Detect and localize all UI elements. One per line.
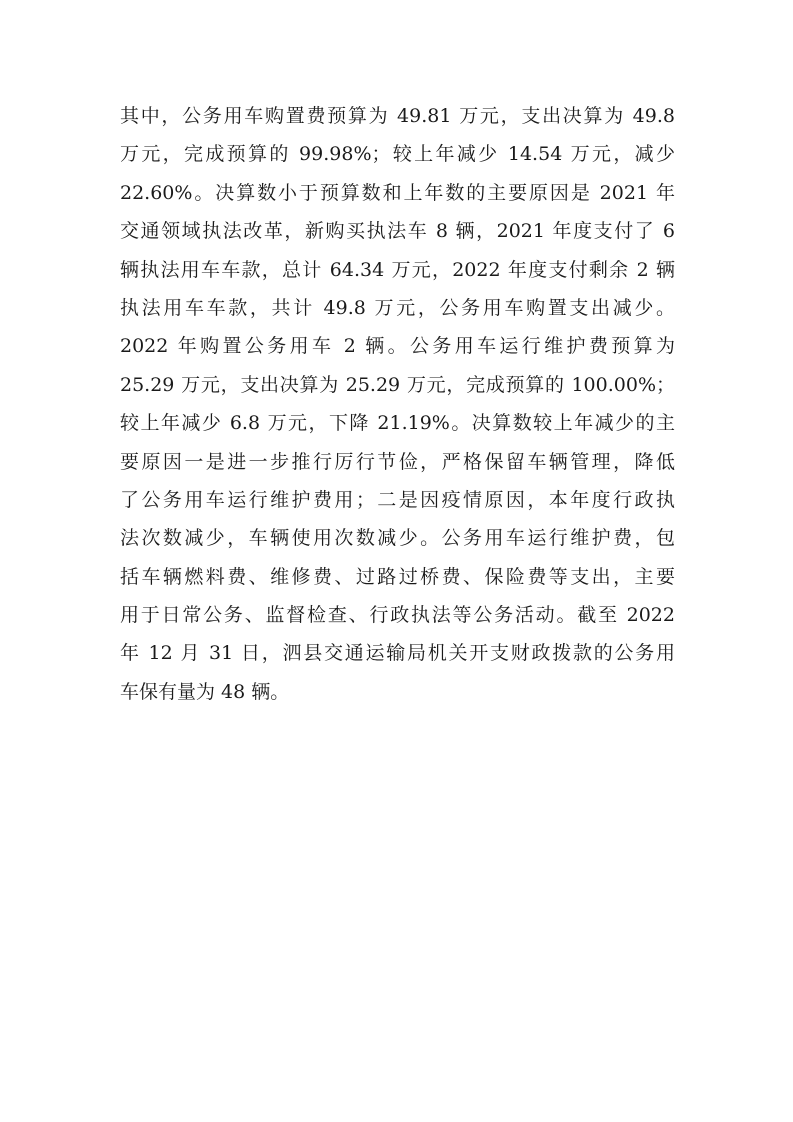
paragraph-line-10: 要原因一是进一步推行厉行节俭，严格保留车辆管理，降低: [120, 450, 675, 473]
paragraph-line-5: 辆执法用车车款，总计 64.34 万元，2022 年度支付剩余 2 辆: [120, 258, 675, 281]
paragraph-line-1: 其中，公务用车购置费预算为 49.81 万元，支出决算为 49.8: [120, 105, 675, 127]
body-paragraph: [120, 97, 675, 711]
paragraph-line-11: 了公务用车运行维护费用；二是因疫情原因，本年度行政执: [120, 488, 675, 511]
paragraph-line-8: 25.29 万元，支出决算为 25.29 万元，完成预算的 100.00%；: [120, 373, 675, 396]
paragraph-line-6: 执法用车车款，共计 49.8 万元，公务用车购置支出减少。: [120, 296, 675, 319]
paragraph-line-12: 法次数减少，车辆使用次数减少。公务用车运行维护费，包: [120, 527, 675, 550]
paragraph-line-9: 较上年减少 6.8 万元，下降 21.19%。决算数较上年减少的主: [120, 412, 675, 435]
paragraph-line-14: 用于日常公务、监督检查、行政执法等公务活动。截至 2022: [120, 604, 675, 627]
paragraph-line-15: 年 12 月 31 日，泗县交通运输局机关开支财政拨款的公务用: [120, 642, 675, 665]
paragraph-line-16: 车保有量为 48 辆。: [120, 680, 290, 703]
paragraph-line-7: 2022 年购置公务用车 2 辆。公务用车运行维护费预算为: [120, 335, 675, 358]
paragraph-line-2: 万元，完成预算的 99.98%；较上年减少 14.54 万元，减少: [120, 143, 675, 166]
paragraph-line-3: 22.60%。决算数小于预算数和上年数的主要原因是 2021 年: [120, 181, 675, 204]
paragraph-line-4: 交通领域执法改革，新购买执法车 8 辆，2021 年度支付了 6: [120, 220, 675, 243]
paragraph-line-13: 括车辆燃料费、维修费、过路过桥费、保险费等支出，主要: [120, 565, 675, 588]
